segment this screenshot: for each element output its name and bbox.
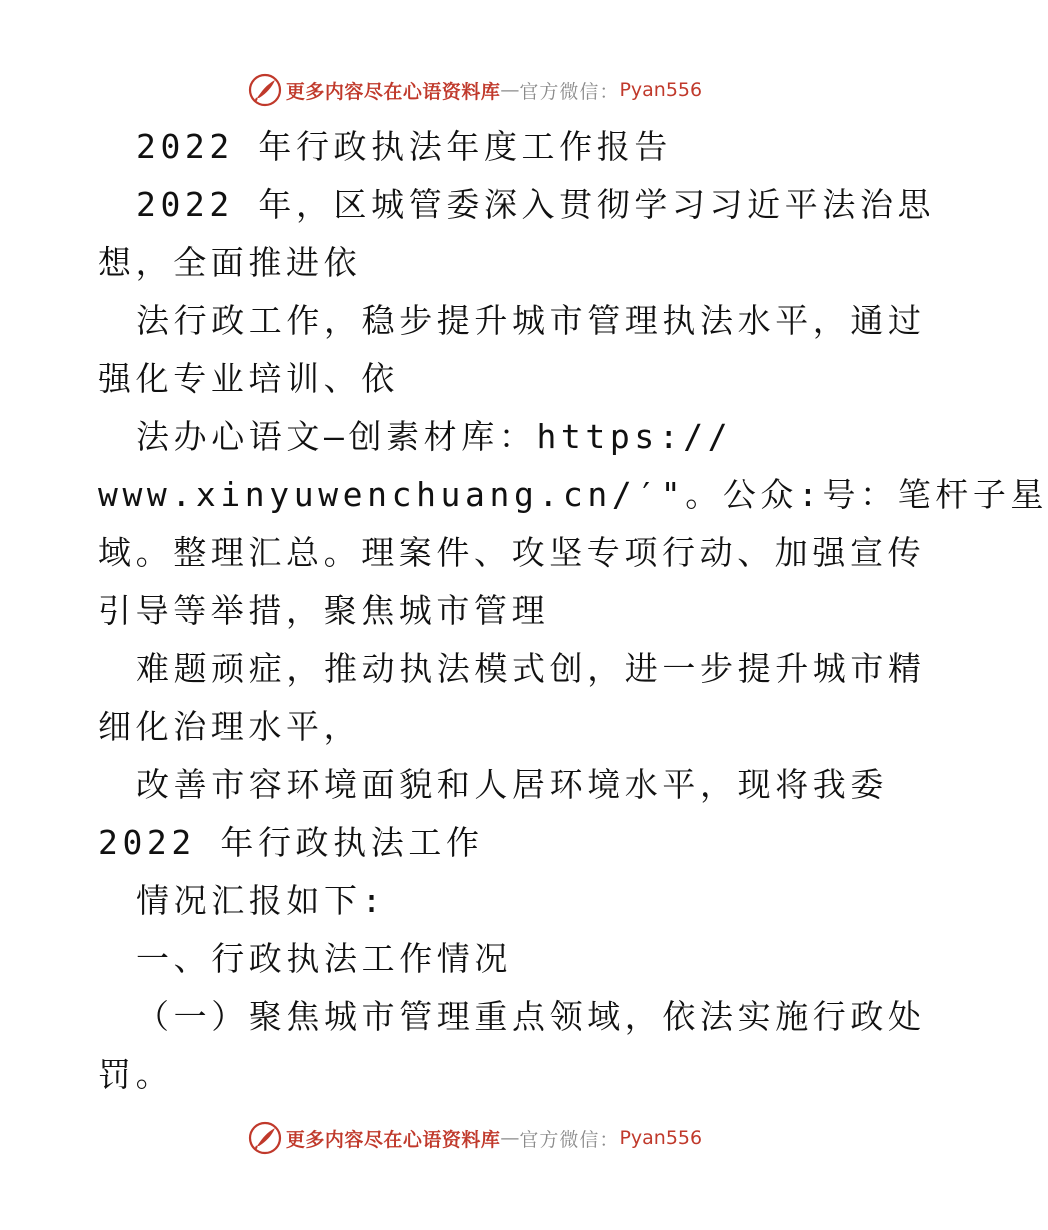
doc-line: 细化治理水平，	[98, 707, 362, 746]
doc-line: 难题顽症，推动执法模式创，进一步提升城市精	[136, 649, 926, 688]
doc-title: 2022 年行政执法年度工作报告	[136, 127, 672, 166]
doc-line: 强化专业培训、依	[98, 359, 399, 398]
header-banner	[0, 72, 950, 108]
doc-line: 2022 年行政执法工作	[98, 823, 484, 862]
document-body	[98, 118, 1048, 1104]
doc-line: 情况汇报如下:	[136, 881, 387, 920]
banner-main-text: 更多内容尽在心语资料库	[285, 1128, 501, 1151]
doc-line: 罚。	[98, 1055, 174, 1094]
doc-line: 法行政工作，稳步提升城市管理执法水平，通过	[136, 301, 926, 340]
doc-line: 改善市容环境面貌和人居环境水平，现将我委	[136, 765, 888, 804]
quill-logo-icon	[248, 1121, 282, 1155]
doc-line: 引导等举措，聚焦城市管理	[98, 591, 550, 630]
doc-line: www.xinyuwenchuang.cn/′"。公众:号：笔杆子星	[98, 475, 1048, 514]
banner-wechat-label: 官方微信：	[519, 1128, 620, 1151]
section-heading: 一、行政执法工作情况	[136, 939, 512, 978]
doc-line: 域。整理汇总。理案件、攻坚专项行动、加强宣传	[98, 533, 926, 572]
footer-banner	[0, 1120, 950, 1156]
quill-logo-icon	[248, 73, 282, 107]
banner-separator: —	[500, 1127, 520, 1149]
banner-separator: —	[500, 79, 520, 101]
doc-line: 2022 年，区城管委深入贯彻学习习近平法治思	[136, 185, 936, 224]
doc-line: 法办心语文—创素材库：https://	[136, 417, 733, 456]
subsection-heading: （一）聚焦城市管理重点领域，依法实施行政处	[136, 997, 926, 1036]
doc-line: 想，全面推进依	[98, 243, 362, 282]
banner-wechat-label: 官方微信：	[519, 80, 620, 103]
banner-main-text: 更多内容尽在心语资料库	[285, 80, 501, 103]
banner-wechat-id: Pyan556	[619, 79, 703, 101]
banner-wechat-id: Pyan556	[619, 1127, 703, 1149]
